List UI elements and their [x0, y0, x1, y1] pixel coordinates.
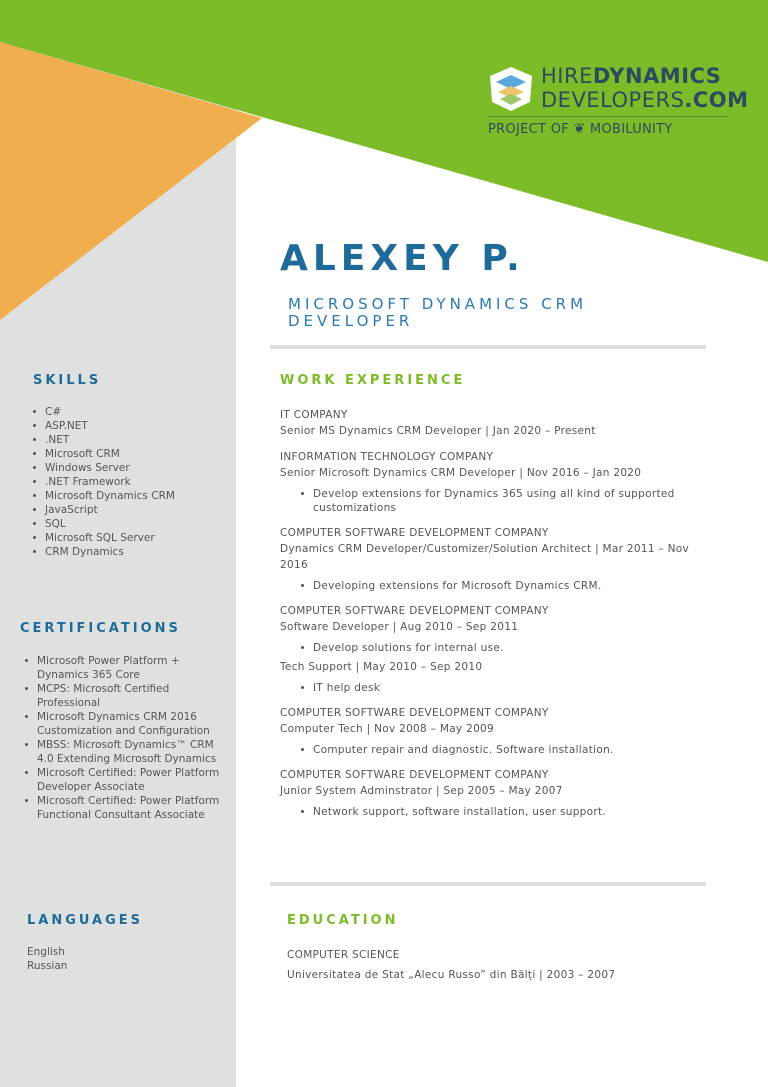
skill-item: Microsoft Dynamics CRM — [32, 489, 175, 503]
work-experience-heading: WORK EXPERIENCE — [280, 373, 466, 388]
job-company: COMPUTER SOFTWARE DEVELOPMENT COMPANY — [280, 527, 549, 539]
skill-item: SQL — [32, 517, 175, 531]
skill-item: JavaScript — [32, 503, 175, 517]
job-bullet: Network support, software installation, user support. — [300, 805, 700, 819]
job-bullet: IT help desk — [300, 681, 700, 695]
certifications-list — [24, 654, 229, 822]
job-bullet: Computer repair and diagnostic. Software installation. — [300, 743, 700, 757]
job-bullets — [300, 641, 700, 655]
job-role: Software Developer | Aug 2010 – Sep 2011 — [280, 621, 519, 633]
skill-item: ASP.NET — [32, 419, 175, 433]
skill-item: Microsoft SQL Server — [32, 531, 175, 545]
job-role: Computer Tech | Nov 2008 – May 2009 — [280, 723, 495, 735]
education-heading: EDUCATION — [287, 913, 399, 928]
skill-item: .NET Framework — [32, 475, 175, 489]
certifications-heading: CERTIFICATIONS — [20, 621, 181, 636]
job-entry — [280, 407, 700, 439]
job-role: Junior System Adminstrator | Sep 2005 – May 2007 — [280, 785, 563, 797]
skill-item: CRM Dynamics — [32, 545, 175, 559]
skill-item: .NET — [32, 433, 175, 447]
languages-list — [27, 945, 67, 973]
skills-list — [32, 405, 175, 559]
job-company: IT COMPANY — [280, 409, 348, 421]
skill-item: C# — [32, 405, 175, 419]
job-bullet: Develop extensions for Dynamics 365 using all kind of supported customizations — [300, 487, 700, 515]
skill-item: Windows Server — [32, 461, 175, 475]
job-bullet: Developing extensions for Microsoft Dynamics CRM. — [300, 579, 700, 593]
job-bullet: Develop solutions for internal use. — [300, 641, 700, 655]
job-bullets — [300, 805, 700, 819]
divider — [270, 345, 706, 349]
education-entry — [287, 945, 615, 985]
job-bullets — [300, 743, 700, 757]
certification-item: Microsoft Certified: Power Platform Developer Associate — [24, 766, 229, 794]
job-role: Senior Microsoft Dynamics CRM Developer | Nov 2016 – Jan 2020 — [280, 467, 642, 479]
job-entry — [280, 767, 700, 819]
job-bullets — [300, 681, 700, 695]
job-entry — [280, 705, 700, 757]
job-title: MICROSOFT DYNAMICS CRM DEVELOPER — [288, 295, 588, 330]
skill-item: Microsoft CRM — [32, 447, 175, 461]
job-role: Dynamics CRM Developer/Customizer/Solution Architect | Mar 2011 – Nov 2016 — [280, 543, 690, 571]
certification-item: MCPS: Microsoft Certified Professional — [24, 682, 229, 710]
certification-item: Microsoft Power Platform + Dynamics 365 Core — [24, 654, 229, 682]
job-bullets — [300, 487, 700, 515]
job-entry — [280, 525, 700, 593]
language-item: Russian — [27, 960, 68, 972]
languages-heading: LANGUAGES — [27, 913, 144, 928]
job-entry — [280, 449, 700, 515]
job-role: Tech Support | May 2010 – Sep 2010 — [280, 661, 483, 673]
job-company: COMPUTER SOFTWARE DEVELOPMENT COMPANY — [280, 605, 549, 617]
job-role: Senior MS Dynamics CRM Developer | Jan 2020 – Present — [280, 425, 596, 437]
certification-item: MBSS: Microsoft Dynamics™ CRM 4.0 Extending Microsoft Dynamics — [24, 738, 229, 766]
divider — [270, 882, 706, 886]
language-item: English — [27, 946, 65, 958]
job-company: COMPUTER SOFTWARE DEVELOPMENT COMPANY — [280, 707, 549, 719]
logo-cube-icon — [488, 66, 534, 112]
candidate-name: ALEXEY P. — [280, 238, 525, 279]
certification-item: Microsoft Certified: Power Platform Functional Consultant Associate — [24, 794, 229, 822]
education-school: Universitatea de Stat „Alecu Russo” din Bălți | 2003 – 2007 — [287, 969, 616, 981]
education-field: COMPUTER SCIENCE — [287, 949, 400, 961]
work-experience-list — [280, 407, 700, 829]
skills-heading: SKILLS — [33, 373, 102, 388]
job-bullets — [300, 579, 700, 593]
job-company: INFORMATION TECHNOLOGY COMPANY — [280, 451, 494, 463]
job-entry — [280, 603, 700, 695]
certification-item: Microsoft Dynamics CRM 2016 Customization and Configuration — [24, 710, 229, 738]
company-logo: HIREDYNAMICS DEVELOPERS.COM PROJECT OF ❦ MOBILUNITY — [488, 64, 749, 137]
job-company: COMPUTER SOFTWARE DEVELOPMENT COMPANY — [280, 769, 549, 781]
